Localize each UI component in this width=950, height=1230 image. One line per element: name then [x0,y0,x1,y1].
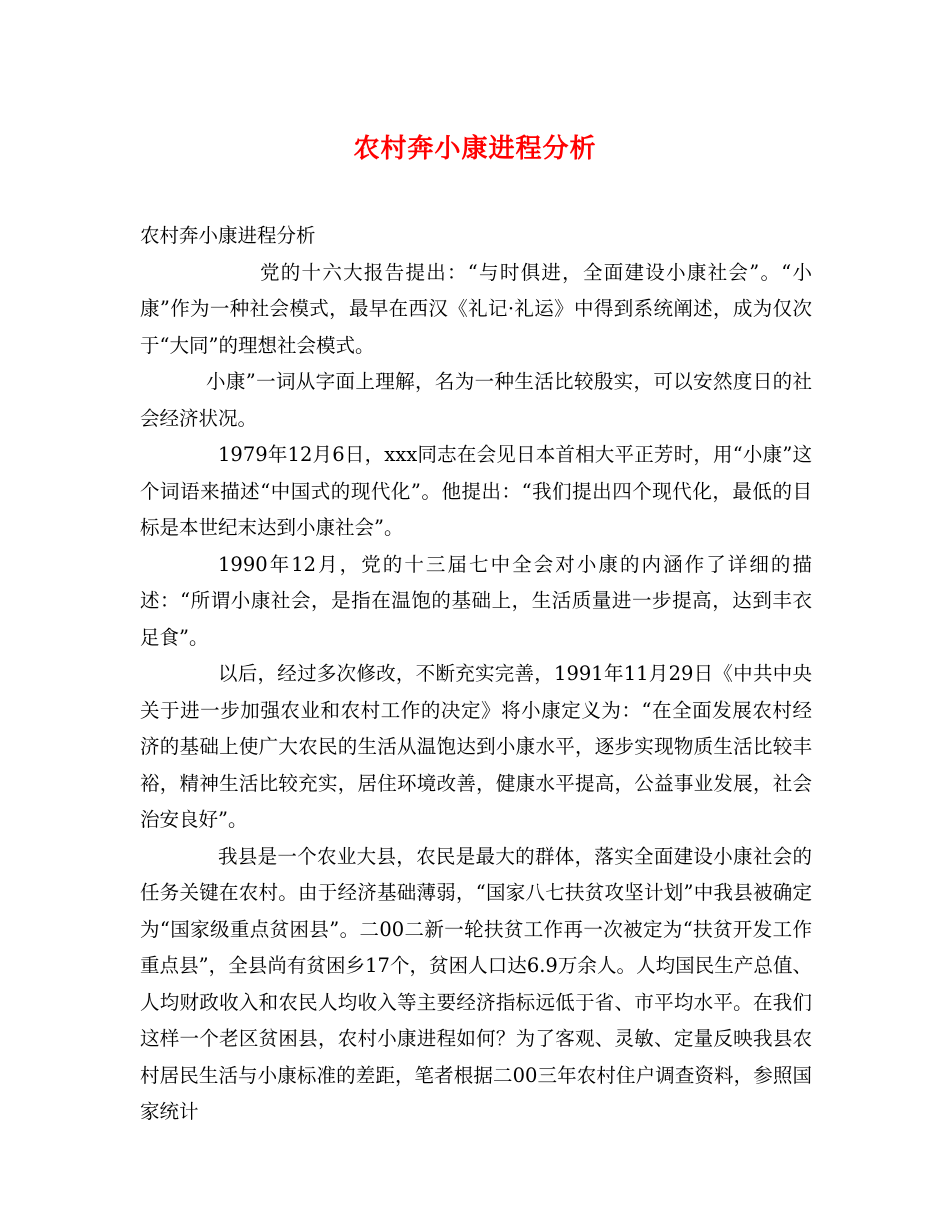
paragraph-5: 以后，经过多次修改，不断充实完善，1991年11月29日《中共中央关于进一步加强农业和农村工作的决定》将小康定义为：“在全面发展农村经济的基础上使广大农民的生活从温饱达到小康水平，逐步实现物质生活比较丰裕，精神生活比较充实，居住环境改善，健康水平提高，公益事业发展，社会治安良好”。 [140,662,812,831]
document-subtitle: 农村奔小康进程分析 [140,224,316,247]
paragraph-6: 我县是一个农业大县，农民是最大的群体，落实全面建设小康社会的任务关键在农村。由于经济基础薄弱，“国家八七扶贫攻坚计划”中我县被确定为“国家级重点贫困县”。二00二新一轮扶贫工作再一次被定为“扶贫开发工作重点县”，全县尚有贫困乡17个，贫困人口达6.9万余人。人均国民生产总值、人均财政收入和农民人均收入等主要经济指标远低于省、市平均水平。在我们这样一个老区贫困县，农村小康进程如何？为了客观、灵敏、定量反映我县农村居民生活与小康标准的差距，笔者根据二00三年农村住户调查资料，参照国家统计 [140,844,812,1123]
paragraph-2: 小康”一词从字面上理解，名为一种生活比较殷实，可以安然度日的社会经济状况。 [140,370,812,430]
paragraph-4: 1990年12月，党的十三届七中全会对小康的内涵作了详细的描述：“所谓小康社会，是指在温饱的基础上，生活质量进一步提高，达到丰衣足食”。 [140,552,812,649]
document-title: 农村奔小康进程分析 [353,134,597,164]
paragraph-1: 党的十六大报告提出：“与时俱进，全面建设小康社会”。“小康”作为一种社会模式，最早在西汉《礼记·礼运》中得到系统阐述，成为仅次于“大同”的理想社会模式。 [140,260,812,357]
paragraph-3: 1979年12月6日，xxx同志在会见日本首相大平正芳时，用“小康”这个词语来描述“中国式的现代化”。他提出：“我们提出四个现代化，最低的目标是本世纪末达到小康社会”。 [140,443,812,539]
document-body [140,218,812,1131]
